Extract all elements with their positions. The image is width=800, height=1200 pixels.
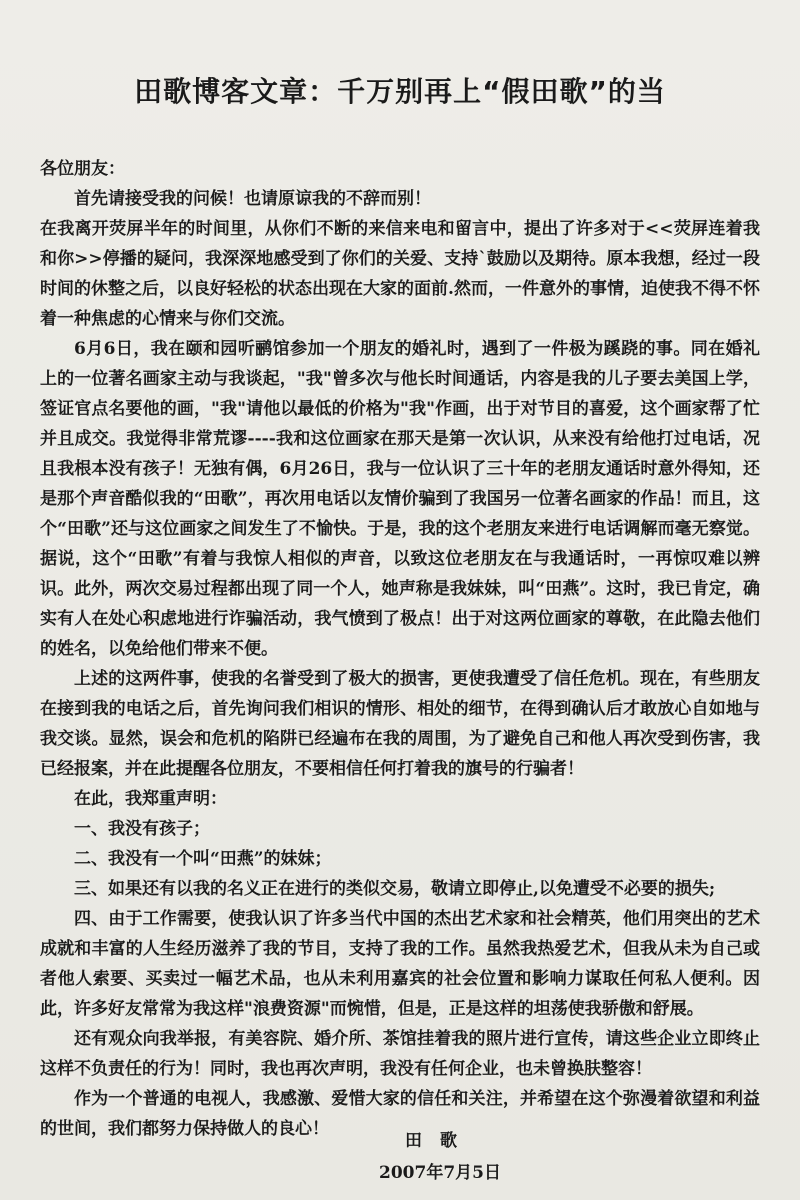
paragraph-statement-intro: 在此，我郑重声明： — [74, 789, 227, 809]
paragraph-opening: 首先请接受我的问候！也请原谅我的不辞而别！ — [74, 189, 431, 209]
signature-name: 田歌 — [405, 1131, 475, 1151]
paragraph-background: 在我离开荧屏半年的时间里，从你们不断的来信来电和留言中，提出了许多对于<<荧屏连着我和你>>停播的疑问，我深深地感受到了你们的关爱、支持`鼓励以及期待。原本我想，经过一段时间的休整之后，以良好轻松的状态出现在大家的面前.然而，一件意外的事情，迫使我不得不怀着一种焦虑的心情来与你们交流。 — [40, 219, 760, 329]
statement-item-3: 三、如果还有以我的名义正在进行的类似交易，敬请立即停止,以免遭受不必要的损失; — [74, 879, 716, 899]
signature-date: 2007年7月5日 — [379, 1163, 501, 1183]
paragraph-incident: 6月6日，我在颐和园听鹂馆参加一个朋友的婚礼时，遇到了一件极为蹊跷的事。同在婚礼上的一位著名画家主动与我谈起，"我"曾多次与他长时间通话，内容是我的儿子要去美国上学，签证官点名要他的画，"我"请他以最低的价格为"我"作画，出于对节目的喜爱，这个画家帮了忙并且成交。我觉得非常荒谬----我和这位画家在那天是第一次认识，从来没有给他打过电话，况且我根本没有孩子！无独有偶，6月26日，我与一位认识了三十年的老朋友通话时意外得知，还是那个声音酷似我的“田歌”，再次用电话以友情价骗到了我国另一位著名画家的作品！而且，这个“田歌”还与这位画家之间发生了不愉快。于是，我的这个老朋友来进行电话调解而毫无察觉。据说，这个“田歌”有着与我惊人相似的声音，以致这位老朋友在与我通话时，一再惊叹难以辨识。此外，两次交易过程都出现了同一个人，她声称是我妹妹，叫“田燕”。这时，我已肯定，确实有人在处心积虑地进行诈骗活动，我气愤到了极点！出于对这两位画家的尊敬，在此隐去他们的姓名，以免给他们带来不便。 — [40, 339, 760, 659]
statement-item-2: 二、我没有一个叫“田燕”的妹妹； — [74, 849, 332, 869]
document-title: 田歌博客文章：千万别再上“假田歌”的当 — [134, 75, 666, 108]
greeting: 各位朋友： — [40, 159, 125, 179]
statement-item-4: 四、由于工作需要，使我认识了许多当代中国的杰出艺术家和社会精英，他们用突出的艺术成就和丰富的人生经历滋养了我的节目，支持了我的工作。虽然我热爱艺术，但我从未为自己或者他人索要、买卖过一幅艺术品，也从未利用嘉宾的社会位置和影响力谋取任何私人便利。因此，许多好友常常为我这样"浪费资源"而惋惜，但是，正是这样的坦荡使我骄傲和舒展。 — [40, 909, 760, 1019]
paragraph-consequence: 上述的这两件事，使我的名誉受到了极大的损害，更使我遭受了信任危机。现在，有些朋友在接到我的电话之后，首先询问我们相识的情形、相处的细节，在得到确认后才敢放心自如地与我交谈。显然，误会和危机的陷阱已经遍布在我的周围，为了避免自己和他人再次受到伤害，我已经报案，并在此提醒各位朋友，不要相信任何打着我的旗号的行骗者！ — [40, 669, 760, 779]
paragraph-report: 还有观众向我举报，有美容院、婚介所、茶馆挂着我的照片进行宣传，请这些企业立即终止这样不负责任的行为！同时，我也再次声明，我没有任何企业，也未曾换肤整容！ — [40, 1029, 760, 1079]
statement-item-1: 一、我没有孩子； — [74, 819, 210, 839]
paragraph-closing: 作为一个普通的电视人，我感激、爱惜大家的信任和关注，并希望在这个弥漫着欲望和利益的世间，我们都努力保持做人的良心！ — [40, 1089, 760, 1139]
